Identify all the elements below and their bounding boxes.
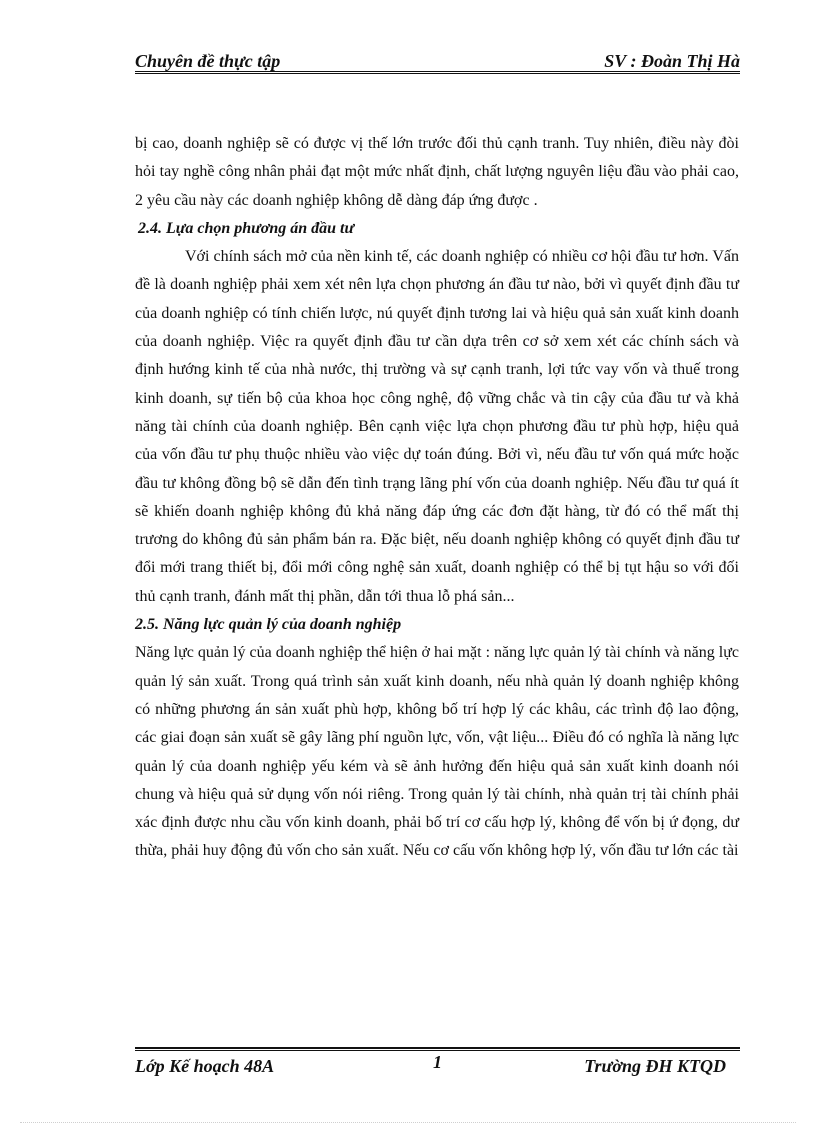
page-number: 1 [433, 1052, 442, 1072]
paragraph-investment: Với chính sách mở của nền kinh tế, các doanh nghiệp có nhiều cơ hội đầu tư hơn. Vấn đề là doanh nghiệp phải xem xét nên lựa chọn phương án đầu tư nào, bởi vì quyết định đầu tư của doanh nghiệp có tính chiến lược, nú quyết định tương lai và hiệu quả sản xuất kinh doanh của doanh nghiệp. Việc ra quyết định đầu tư cần dựa trên cơ sở xem xét các chính sách và định hướng kinh tế của nhà nước, thị trường và sự cạnh tranh, lợi tức vay vốn và thuế trong kinh doanh, sự tiến bộ của khoa học công nghệ, độ vững chắc và tin cậy của đầu tư và khả năng tài chính của doanh nghiệp. Bên cạnh việc lựa chọn phương đầu tư phù hợp, hiệu quả của vốn đầu tư phụ thuộc nhiều vào việc dự toán đúng. Bởi vì, nếu đầu tư vốn quá mức hoặc đầu tư không đồng bộ sẽ dẫn đến tình trạng lãng phí vốn của doanh nghiệp. Nếu đầu tư quá ít sẽ khiến doanh nghiệp không đủ khả năng đáp ứng các đơn đặt hàng, từ đó có thể mất thị trương do không đủ sản phẩm bán ra. Đặc biệt, nếu doanh nghiệp không có quyết định đầu tư đổi mới trang thiết bị, đổi mới công nghệ sản xuất, doanh nghiệp có thể bị tụt hậu so với đối thủ cạnh tranh, đánh mất thị phần, dẫn tới thua lỗ phá sản... [135, 248, 739, 605]
footer-class: Lớp Kế hoạch 48A [135, 1056, 275, 1076]
paragraph-management: Năng lực quản lý của doanh nghiệp thể hiện ở hai mặt : năng lực quản lý tài chính và năng lực quản lý sản xuất. Trong quá trình sản xuất kinh doanh, nếu nhà quản lý doanh nghiệp không có những phương án sản xuất phù hợp, không bố trí hợp lý các khâu, các trình độ lao động, các giai đoạn sản xuất sẽ gây lãng phí nguồn lực, vốn, vật liệu... Điều đó có nghĩa là năng lực quản lý của doanh nghiệp yếu kém và sẽ ảnh hưởng đến hiệu quả sản xuất kinh doanh nói chung và hiệu quả sử dụng vốn nói riêng. Trong quản lý tài chính, nhà quản trị tài chính phải xác định được nhu cầu vốn kinh doanh, phải bố trí cơ cấu hợp lý, không để vốn bị ứ đọng, dư thừa, phải huy động đủ vốn cho sản xuất. Nếu cơ cấu vốn không hợp lý, vốn đầu tư lớn các tài [135, 644, 739, 860]
paragraph-intro: bị cao, doanh nghiệp sẽ có được vị thế lớn trước đối thủ cạnh tranh. Tuy nhiên, điều này đòi hỏi tay nghề công nhân phải đạt một mức nhất định, chất lượng nguyên liệu đầu vào phải cao, 2 yêu cầu này các doanh nghiệp không dễ dàng đáp ứng được . [135, 135, 739, 209]
header-title: Chuyên đề thực tập [135, 51, 281, 71]
section-heading-2-4: 2.4. Lựa chọn phương án đầu tư [138, 219, 355, 237]
page-header [135, 46, 740, 74]
section-heading-2-5: 2.5. Năng lực quản lý của doanh nghiệp [135, 616, 402, 634]
header-rule [135, 71, 740, 74]
document-body [135, 130, 739, 866]
footer-school: Trường ĐH KTQD [584, 1056, 726, 1076]
header-author: SV : Đoàn Thị Hà [604, 51, 740, 71]
page-footer [135, 1047, 740, 1079]
